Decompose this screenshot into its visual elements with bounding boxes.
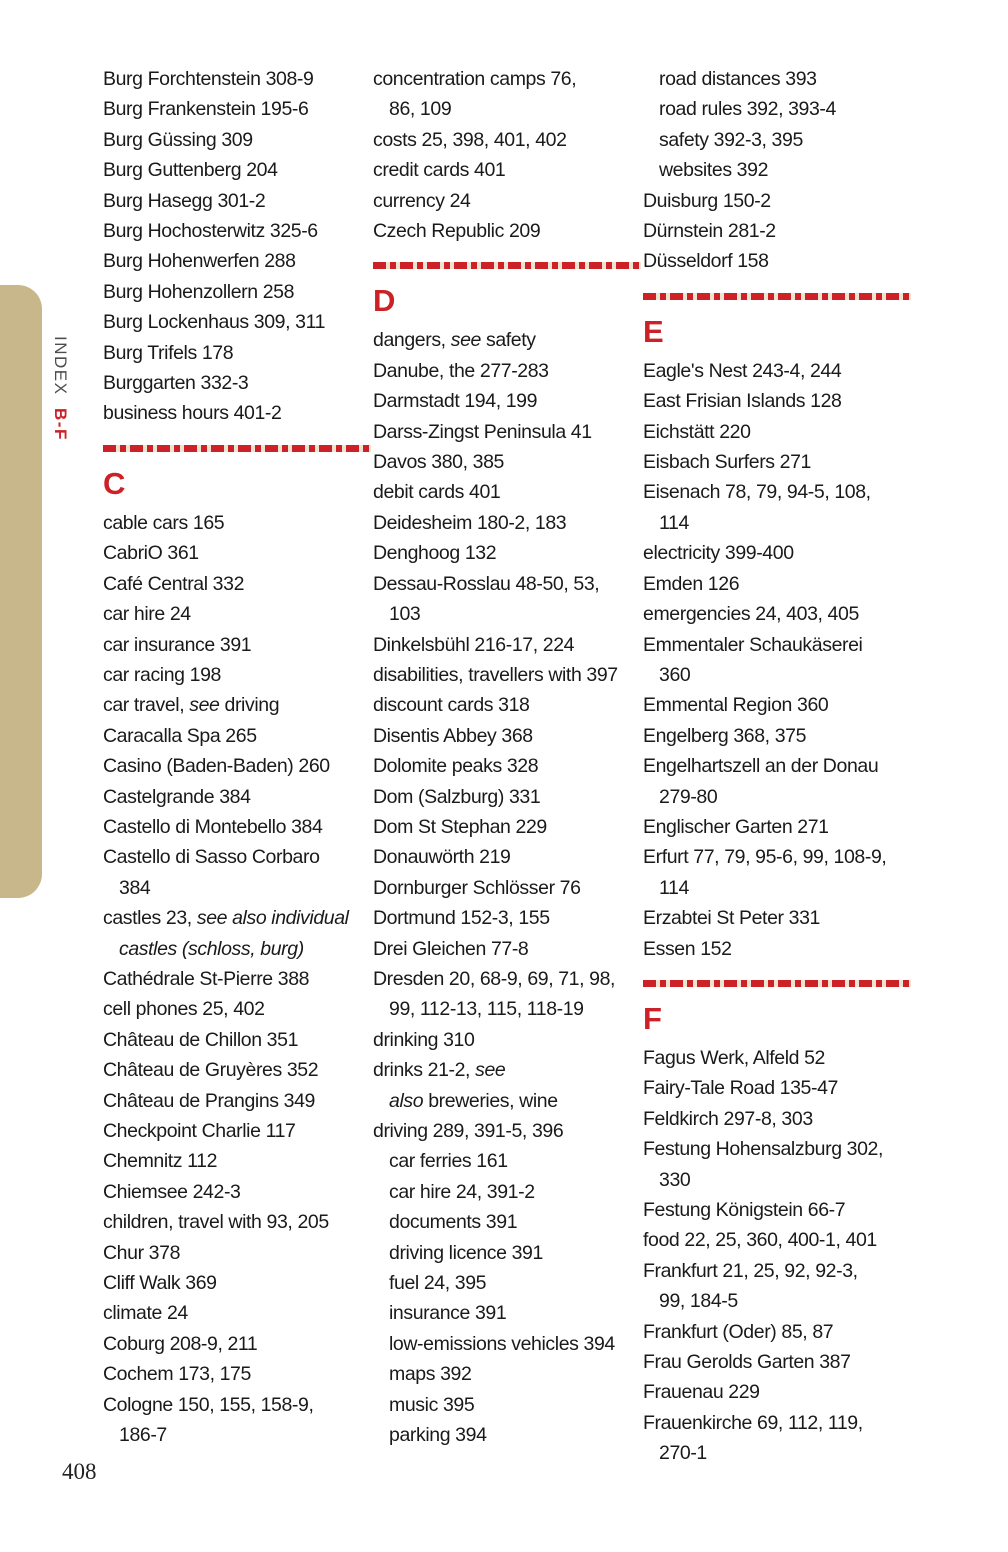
cross-reference-text: see bbox=[189, 694, 220, 717]
index-entry bbox=[643, 690, 911, 720]
entry-text: Burg Güssing 309 bbox=[103, 128, 253, 151]
entry-text: insurance 391 bbox=[389, 1302, 507, 1325]
index-entry bbox=[373, 216, 641, 246]
index-entry bbox=[373, 690, 641, 720]
entry-text: Château de Chillon 351 bbox=[103, 1028, 299, 1051]
entry-text: electricity 399-400 bbox=[643, 542, 794, 565]
entry-text: Emmental Region 360 bbox=[643, 694, 829, 717]
entry-text: Coburg 208-9, 211 bbox=[103, 1332, 258, 1355]
entry-text: Burg Hohenzollern 258 bbox=[103, 280, 295, 303]
index-entry bbox=[643, 186, 911, 216]
index-entry bbox=[103, 569, 371, 599]
entry-text: Burg Trifels 178 bbox=[103, 341, 234, 364]
entry-text: Emden 126 bbox=[643, 572, 740, 595]
index-entry bbox=[643, 1286, 911, 1316]
index-entry bbox=[103, 368, 371, 398]
index-entry bbox=[103, 873, 371, 903]
cross-reference-text: see bbox=[450, 329, 481, 352]
index-subentry bbox=[643, 64, 911, 94]
index-tab-label-index: INDEX bbox=[51, 336, 70, 396]
entry-text: road distances 393 bbox=[659, 68, 817, 90]
entry-text: car travel, bbox=[103, 694, 190, 717]
index-subentry bbox=[643, 94, 911, 124]
entry-text: Dom St Stephan 229 bbox=[373, 815, 547, 838]
entry-text: currency 24 bbox=[373, 189, 471, 212]
index-entry bbox=[643, 356, 911, 386]
entry-text: Château de Prangins 349 bbox=[103, 1089, 315, 1112]
index-entry bbox=[373, 155, 641, 185]
index-subentry bbox=[373, 1207, 641, 1237]
entry-text: Dresden 20, 68-9, 69, 71, 98, bbox=[373, 967, 616, 990]
entry-text: car ferries 161 bbox=[389, 1150, 508, 1173]
index-subentry bbox=[373, 1298, 641, 1328]
entry-text: Emmentaler Schaukäserei bbox=[643, 633, 863, 656]
entry-text: Burg Hasegg 301-2 bbox=[103, 189, 266, 212]
index-tab-label-range: B-F bbox=[51, 407, 70, 441]
index-entry bbox=[643, 477, 911, 507]
index-entry bbox=[103, 994, 371, 1024]
entry-text: safety bbox=[480, 329, 536, 352]
entry-text: car hire 24 bbox=[103, 603, 191, 626]
index-entry bbox=[373, 630, 641, 660]
entry-text: Denghoog 132 bbox=[373, 542, 497, 565]
entry-text: road rules 392, 393-4 bbox=[659, 98, 836, 121]
entry-text: Fagus Werk, Alfeld 52 bbox=[643, 1046, 826, 1069]
index-entry bbox=[103, 964, 371, 994]
index-entry bbox=[373, 569, 641, 599]
index-entry bbox=[643, 1225, 911, 1255]
entry-text: Burg Forchtenstein 308-9 bbox=[103, 68, 314, 90]
index-entry bbox=[373, 325, 641, 355]
index-entry bbox=[643, 246, 911, 276]
index-entry bbox=[643, 1195, 911, 1225]
entry-text: Frankfurt 21, 25, 92, 92-3, bbox=[643, 1259, 858, 1282]
entry-text: Düsseldorf 158 bbox=[643, 250, 769, 273]
index-entry bbox=[103, 277, 371, 307]
entry-text: Eichstätt 220 bbox=[643, 420, 751, 443]
index-entry bbox=[103, 338, 371, 368]
index-subentry bbox=[373, 1146, 641, 1176]
entry-text: costs 25, 398, 401, 402 bbox=[373, 128, 567, 151]
index-entry bbox=[643, 1256, 911, 1286]
entry-text: Deidesheim 180-2, 183 bbox=[373, 511, 567, 534]
entry-text: Dom (Salzburg) 331 bbox=[373, 785, 541, 808]
section-divider bbox=[643, 980, 911, 987]
index-entry bbox=[103, 782, 371, 812]
entry-text: Darss-Zingst Peninsula 41 bbox=[373, 420, 592, 443]
index-entry bbox=[103, 1116, 371, 1146]
entry-text: websites 392 bbox=[659, 159, 769, 182]
section-divider bbox=[103, 445, 371, 452]
index-column-2 bbox=[373, 64, 641, 1450]
index-entry bbox=[103, 812, 371, 842]
index-entry bbox=[643, 934, 911, 964]
entry-text: Castello di Sasso Corbaro bbox=[103, 846, 320, 869]
entry-text: Engelhartszell an der Donau bbox=[643, 755, 879, 778]
index-entry bbox=[103, 721, 371, 751]
entry-text: low-emissions vehicles 394 bbox=[389, 1332, 615, 1355]
index-entry bbox=[103, 1177, 371, 1207]
entry-text: Castelgrande 384 bbox=[103, 785, 251, 808]
entry-text: concentration camps 76, bbox=[373, 68, 577, 90]
entry-text: Dinkelsbühl 216-17, 224 bbox=[373, 633, 575, 656]
index-subentry bbox=[373, 1420, 641, 1450]
entry-text: car racing 198 bbox=[103, 663, 221, 686]
index-entry bbox=[643, 599, 911, 629]
index-entry bbox=[373, 386, 641, 416]
entry-text: driving bbox=[219, 694, 280, 717]
entry-text: Eisbach Surfers 271 bbox=[643, 451, 811, 474]
entry-text: car hire 24, 391-2 bbox=[389, 1180, 535, 1203]
index-subentry bbox=[373, 1177, 641, 1207]
entry-text: dangers, bbox=[373, 329, 451, 352]
entry-text: Castello di Montebello 384 bbox=[103, 815, 323, 838]
entry-text: credit cards 401 bbox=[373, 159, 506, 182]
index-entry bbox=[373, 356, 641, 386]
index-entry bbox=[373, 447, 641, 477]
section-header-e: E bbox=[643, 313, 664, 349]
entry-text: Cathédrale St-Pierre 388 bbox=[103, 967, 310, 990]
section-header-f: F bbox=[643, 1000, 662, 1036]
index-entry bbox=[373, 1025, 641, 1055]
index-entry bbox=[103, 125, 371, 155]
entry-text: Caracalla Spa 265 bbox=[103, 724, 257, 747]
entry-text: 270-1 bbox=[659, 1442, 707, 1465]
index-subentry bbox=[373, 1238, 641, 1268]
entry-text: Feldkirch 297-8, 303 bbox=[643, 1107, 813, 1130]
index-tab-label bbox=[50, 336, 70, 441]
entry-text: 360 bbox=[659, 663, 691, 686]
entry-text: Donauwörth 219 bbox=[373, 846, 511, 869]
index-entry bbox=[103, 1359, 371, 1389]
index-entry bbox=[103, 934, 371, 964]
index-entry bbox=[103, 398, 371, 428]
entry-text: Festung Hohensalzburg 302, bbox=[643, 1138, 884, 1161]
entry-text: 103 bbox=[389, 603, 421, 626]
entry-text: Erfurt 77, 79, 95-6, 99, 108-9, bbox=[643, 846, 887, 869]
index-entry bbox=[103, 64, 371, 94]
index-entry bbox=[643, 447, 911, 477]
index-entry bbox=[103, 1390, 371, 1420]
entry-text: Engelberg 368, 375 bbox=[643, 724, 807, 747]
cross-reference-text: also bbox=[389, 1089, 424, 1112]
entry-text: Château de Gruyères 352 bbox=[103, 1059, 319, 1082]
index-entry bbox=[373, 994, 641, 1024]
index-entry bbox=[643, 873, 911, 903]
index-entry bbox=[643, 1438, 911, 1468]
index-entry bbox=[373, 873, 641, 903]
entry-text: business hours 401-2 bbox=[103, 402, 282, 425]
index-entry bbox=[643, 630, 911, 660]
index-entry bbox=[643, 538, 911, 568]
entry-text: 114 bbox=[659, 511, 689, 534]
index-entry bbox=[643, 386, 911, 416]
entry-text: 86, 109 bbox=[389, 98, 452, 121]
entry-text: maps 392 bbox=[389, 1363, 472, 1386]
index-entry bbox=[103, 155, 371, 185]
entry-text: drinking 310 bbox=[373, 1028, 475, 1051]
index-entry bbox=[103, 630, 371, 660]
page-number: 408 bbox=[62, 1459, 97, 1484]
index-entry bbox=[103, 307, 371, 337]
index-entry bbox=[643, 721, 911, 751]
entry-text: Festung Königstein 66-7 bbox=[643, 1199, 846, 1221]
entry-text: Cologne 150, 155, 158-9, bbox=[103, 1393, 314, 1416]
entry-text: cable cars 165 bbox=[103, 511, 225, 534]
index-entry bbox=[103, 690, 371, 720]
index-entry bbox=[373, 964, 641, 994]
entry-text: Duisburg 150-2 bbox=[643, 189, 771, 212]
index-entry bbox=[373, 934, 641, 964]
entry-text: music 395 bbox=[389, 1393, 475, 1416]
entry-text: Davos 380, 385 bbox=[373, 451, 504, 474]
entry-text: Frau Gerolds Garten 387 bbox=[643, 1351, 851, 1374]
entry-text: Checkpoint Charlie 117 bbox=[103, 1120, 296, 1142]
index-entry bbox=[643, 660, 911, 690]
entry-text: Frauenau 229 bbox=[643, 1381, 760, 1404]
entry-text: Erzabtei St Peter 331 bbox=[643, 907, 820, 930]
entry-text: 114 bbox=[659, 876, 689, 899]
entry-text: 186-7 bbox=[119, 1424, 167, 1447]
index-entry bbox=[373, 477, 641, 507]
entry-text: climate 24 bbox=[103, 1302, 188, 1325]
index-entry bbox=[643, 1073, 911, 1103]
entry-text: Burg Hohenwerfen 288 bbox=[103, 250, 296, 273]
entry-text: Dürnstein 281-2 bbox=[643, 220, 776, 243]
entry-text: parking 394 bbox=[389, 1424, 487, 1447]
entry-text: Chemnitz 112 bbox=[103, 1150, 218, 1173]
index-entry bbox=[643, 1408, 911, 1438]
entry-text: Frankfurt (Oder) 85, 87 bbox=[643, 1320, 834, 1343]
index-entry bbox=[103, 1238, 371, 1268]
entry-text: food 22, 25, 360, 400-1, 401 bbox=[643, 1229, 877, 1252]
entry-text: Chur 378 bbox=[103, 1241, 181, 1264]
entry-text: Drei Gleichen 77-8 bbox=[373, 937, 529, 960]
index-entry bbox=[103, 246, 371, 276]
entry-text: Burggarten 332-3 bbox=[103, 372, 249, 395]
entry-text: Burg Hochosterwitz 325-6 bbox=[103, 220, 318, 243]
index-entry bbox=[103, 186, 371, 216]
section-divider bbox=[373, 262, 641, 269]
index-entry bbox=[373, 812, 641, 842]
index-entry bbox=[373, 842, 641, 872]
entry-text: Essen 152 bbox=[643, 937, 732, 960]
index-entry bbox=[643, 1104, 911, 1134]
entry-text: safety 392-3, 395 bbox=[659, 128, 803, 151]
index-thumb-tab bbox=[0, 285, 42, 898]
index-entry bbox=[103, 1146, 371, 1176]
entry-text: Eisenach 78, 79, 94-5, 108, bbox=[643, 481, 871, 504]
entry-text: emergencies 24, 403, 405 bbox=[643, 603, 859, 626]
index-entry bbox=[103, 538, 371, 568]
index-entry bbox=[643, 1165, 911, 1195]
index-entry bbox=[103, 216, 371, 246]
index-entry bbox=[373, 186, 641, 216]
entry-text: 99, 184-5 bbox=[659, 1290, 738, 1313]
entry-text: 99, 112-13, 115, 118-19 bbox=[389, 998, 584, 1021]
entry-text: Englischer Garten 271 bbox=[643, 815, 829, 838]
index-entry bbox=[373, 660, 641, 690]
entry-text: Eagle's Nest 243-4, 244 bbox=[643, 359, 842, 382]
entry-text: 384 bbox=[119, 876, 151, 899]
entry-text: Burg Guttenberg 204 bbox=[103, 159, 278, 182]
index-entry bbox=[373, 903, 641, 933]
section-header-c: C bbox=[103, 465, 126, 501]
index-entry bbox=[373, 125, 641, 155]
index-entry bbox=[373, 599, 641, 629]
cross-reference-text: see also individual bbox=[196, 907, 349, 930]
index-subentry bbox=[643, 155, 911, 185]
entry-text: Burg Lockenhaus 309, 311 bbox=[103, 311, 326, 334]
index-entry bbox=[103, 1329, 371, 1359]
index-entry bbox=[643, 751, 911, 781]
index-subentry bbox=[373, 1390, 641, 1420]
index-entry bbox=[373, 94, 641, 124]
entry-text: 279-80 bbox=[659, 785, 718, 808]
index-entry bbox=[373, 417, 641, 447]
entry-text: CabriO 361 bbox=[103, 542, 199, 565]
index-entry bbox=[103, 508, 371, 538]
index-entry bbox=[373, 751, 641, 781]
entry-text: Disentis Abbey 368 bbox=[373, 724, 533, 747]
index-entry bbox=[103, 1298, 371, 1328]
index-entry bbox=[373, 1116, 641, 1146]
index-entry bbox=[373, 538, 641, 568]
index-entry bbox=[643, 842, 911, 872]
section-divider bbox=[643, 293, 911, 300]
index-entry bbox=[103, 751, 371, 781]
index-entry bbox=[103, 1055, 371, 1085]
entry-text: Darmstadt 194, 199 bbox=[373, 390, 538, 413]
entry-text: Dortmund 152-3, 155 bbox=[373, 907, 550, 930]
index-entry bbox=[103, 660, 371, 690]
index-entry bbox=[643, 1043, 911, 1073]
index-entry bbox=[103, 1420, 371, 1450]
entry-text: driving 289, 391-5, 396 bbox=[373, 1120, 564, 1142]
index-subentry bbox=[373, 1329, 641, 1359]
index-entry bbox=[643, 417, 911, 447]
cross-reference-text: castles (schloss, burg) bbox=[119, 937, 304, 960]
index-entry bbox=[643, 1317, 911, 1347]
entry-text: cell phones 25, 402 bbox=[103, 998, 265, 1021]
index-entry bbox=[643, 1134, 911, 1164]
index-entry bbox=[643, 569, 911, 599]
index-entry bbox=[643, 1347, 911, 1377]
entry-text: Fairy-Tale Road 135-47 bbox=[643, 1077, 838, 1100]
index-entry bbox=[643, 903, 911, 933]
index-entry bbox=[103, 1207, 371, 1237]
index-entry bbox=[103, 94, 371, 124]
entry-text: Chiemsee 242-3 bbox=[103, 1180, 241, 1203]
index-entry bbox=[643, 812, 911, 842]
entry-text: Burg Frankenstein 195-6 bbox=[103, 98, 309, 121]
index-entry bbox=[373, 1086, 641, 1116]
index-column-1 bbox=[103, 64, 371, 1450]
entry-text: Cochem 173, 175 bbox=[103, 1363, 251, 1386]
entry-text: driving licence 391 bbox=[389, 1241, 543, 1264]
entry-text: Dessau-Rosslau 48-50, 53, bbox=[373, 572, 600, 595]
index-entry bbox=[103, 1268, 371, 1298]
entry-text: children, travel with 93, 205 bbox=[103, 1211, 329, 1234]
index-subentry bbox=[373, 1268, 641, 1298]
entry-text: Café Central 332 bbox=[103, 572, 245, 595]
entry-text: Dornburger Schlösser 76 bbox=[373, 876, 581, 899]
index-entry bbox=[643, 1377, 911, 1407]
index-entry bbox=[373, 782, 641, 812]
entry-text: Danube, the 277-283 bbox=[373, 359, 549, 382]
index-entry bbox=[643, 782, 911, 812]
entry-text: fuel 24, 395 bbox=[389, 1272, 487, 1295]
entry-text: disabilities, travellers with 397 bbox=[373, 663, 618, 686]
entry-text: Czech Republic 209 bbox=[373, 220, 541, 243]
index-entry bbox=[103, 599, 371, 629]
index-entry bbox=[643, 216, 911, 246]
section-header-d: D bbox=[373, 283, 396, 319]
index-entry bbox=[103, 1086, 371, 1116]
index-entry bbox=[103, 842, 371, 872]
cross-reference-text: see bbox=[475, 1059, 506, 1082]
entry-text: discount cards 318 bbox=[373, 694, 530, 717]
index-entry bbox=[373, 1055, 641, 1085]
entry-text: Cliff Walk 369 bbox=[103, 1272, 217, 1295]
entry-text: Dolomite peaks 328 bbox=[373, 755, 539, 778]
entry-text: Frauenkirche 69, 112, 119, bbox=[643, 1411, 863, 1434]
index-subentry bbox=[643, 125, 911, 155]
entry-text: documents 391 bbox=[389, 1211, 518, 1234]
index-entry bbox=[373, 64, 641, 94]
entry-text: Casino (Baden-Baden) 260 bbox=[103, 755, 330, 778]
index-entry bbox=[373, 508, 641, 538]
entry-text: car insurance 391 bbox=[103, 633, 252, 656]
index-subentry bbox=[373, 1359, 641, 1389]
index-entry bbox=[103, 903, 371, 933]
index-entry bbox=[103, 1025, 371, 1055]
entry-text: drinks 21-2, bbox=[373, 1059, 476, 1082]
entry-text: castles 23, bbox=[103, 907, 197, 930]
index-entry bbox=[373, 721, 641, 751]
entry-text: breweries, wine bbox=[423, 1089, 558, 1112]
index-entry bbox=[643, 508, 911, 538]
index-column-3 bbox=[643, 64, 911, 1469]
entry-text: debit cards 401 bbox=[373, 481, 501, 504]
entry-text: East Frisian Islands 128 bbox=[643, 390, 842, 413]
entry-text: 330 bbox=[659, 1168, 691, 1191]
